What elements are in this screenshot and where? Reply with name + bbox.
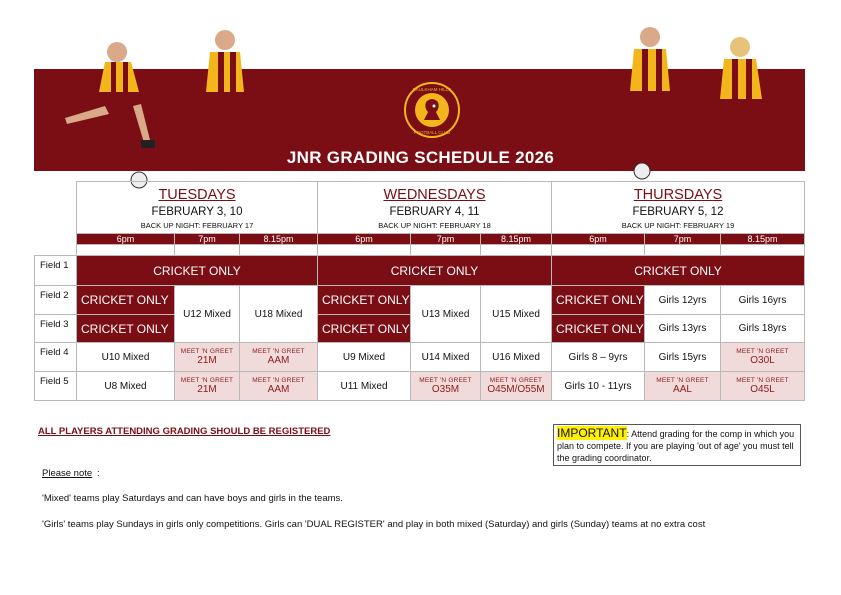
note-heading-colon: : [97,468,100,479]
cricket-only-cell: CRICKET ONLY [77,256,318,286]
player-kicking-image [55,40,175,190]
field-label: Field 3 [35,315,77,343]
schedule-cell: U12 Mixed [175,286,240,343]
player-girl-image [700,35,785,180]
meet-greet-cell: MEET 'N GREET 21M [175,372,240,401]
schedule-cell: Girls 12yrs [645,286,721,315]
time-header: 6pm [318,234,411,245]
time-header: 6pm [552,234,645,245]
meet-greet-cell: MEET 'N GREET O45L [721,372,805,401]
time-header: 7pm [175,234,240,245]
day-header-thursday: THURSDAYS FEBRUARY 5, 12 BACK UP NIGHT: FEBRUARY 19 [552,182,805,234]
field-label: Field 5 [35,372,77,401]
schedule-cell: Girls 15yrs [645,343,721,372]
meet-greet-cell: MEET 'N GREET AAL [645,372,721,401]
registration-notice: ALL PLAYERS ATTENDING GRADING SHOULD BE REGISTERED [38,426,331,437]
schedule-cell: U11 Mixed [318,372,411,401]
field-label: Field 4 [35,343,77,372]
schedule-cell: U10 Mixed [77,343,175,372]
time-header: 8.15pm [240,234,318,245]
schedule-cell: Girls 18yrs [721,315,805,343]
schedule-cell: Girls 8 – 9yrs [552,343,645,372]
day-header-wednesday: WEDNESDAYS FEBRUARY 4, 11 BACK UP NIGHT: FEBRUARY 18 [318,182,552,234]
schedule-cell: U16 Mixed [481,343,552,372]
schedule-cell: U8 Mixed [77,372,175,401]
note-mixed: 'Mixed' teams play Saturdays and can have boys and girls in the teams. [42,493,343,504]
cricket-only-cell: CRICKET ONLY [318,286,411,315]
schedule-cell: Girls 10 - 11yrs [552,372,645,401]
grading-schedule-table [34,181,805,401]
cricket-only-cell: CRICKET ONLY [318,315,411,343]
player-running-image [180,28,270,178]
meet-greet-cell: MEET 'N GREET O30L [721,343,805,372]
schedule-cell: U14 Mixed [411,343,481,372]
cricket-only-cell: CRICKET ONLY [552,256,805,286]
note-heading: Please note [42,468,93,479]
cricket-only-cell: CRICKET ONLY [552,286,645,315]
meet-greet-cell: MEET 'N GREET O45M/O55M [481,372,552,401]
schedule-cell: Girls 16yrs [721,286,805,315]
schedule-cell: U9 Mixed [318,343,411,372]
important-box [553,424,801,466]
page-title: JNR GRADING SCHEDULE 2026 [286,148,555,167]
note-girls: 'Girls' teams play Sundays in girls only competitions. Girls can 'DUAL REGISTER' and play in both mixed (Saturday) and girls (Sunday) teams at no extra cost [42,519,706,530]
schedule-cell: U18 Mixed [240,286,318,343]
meet-greet-cell: MEET 'N GREET O35M [411,372,481,401]
meet-greet-cell: MEET 'N GREET AAM [240,372,318,401]
svg-text:FOOTBALL CLUB: FOOTBALL CLUB [413,130,451,135]
meet-greet-cell: MEET 'N GREET AAM [240,343,318,372]
meet-greet-cell: MEET 'N GREET 21M [175,343,240,372]
time-header: 6pm [77,234,175,245]
time-header: 8.15pm [481,234,552,245]
club-logo [404,82,460,138]
time-header: 7pm [645,234,721,245]
cricket-only-cell: CRICKET ONLY [552,315,645,343]
cricket-only-cell: CRICKET ONLY [77,315,175,343]
schedule-cell: U15 Mixed [481,286,552,343]
field-label: Field 1 [35,256,77,286]
svg-text:BAULKHAM HILLS: BAULKHAM HILLS [412,87,452,92]
cricket-only-cell: CRICKET ONLY [318,256,552,286]
time-header: 7pm [411,234,481,245]
important-label: IMPORTANT [557,426,627,440]
field-label: Field 2 [35,286,77,315]
schedule-cell: U13 Mixed [411,286,481,343]
important-text: : Attend grading for the comp in which you plan to compete. If you are playing 'out of age' you must tell the grading coordinator. [557,429,795,463]
time-header: 8.15pm [721,234,805,245]
schedule-cell: Girls 13yrs [645,315,721,343]
day-header-tuesday: TUESDAYS FEBRUARY 3, 10 BACK UP NIGHT: FEBRUARY 17 [77,182,318,234]
cricket-only-cell: CRICKET ONLY [77,286,175,315]
player-girl-running-image [610,25,690,185]
